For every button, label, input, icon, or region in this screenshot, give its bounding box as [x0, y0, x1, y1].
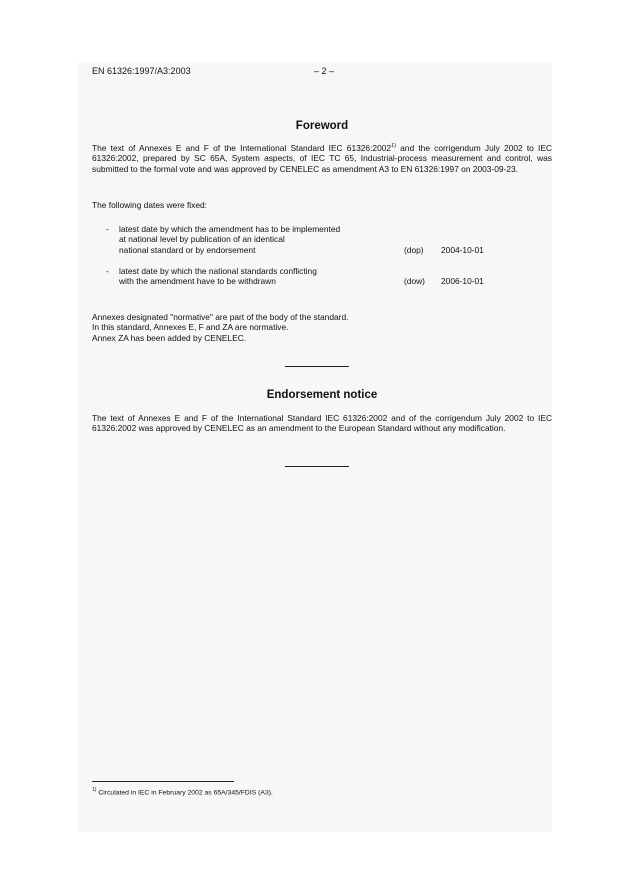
standard-reference: EN 61326:1997/A3:2003	[92, 66, 191, 76]
annex-note-line: Annexes designated "normative" are part of the body of the standard.	[92, 312, 349, 322]
page-number: – 2 –	[314, 66, 335, 76]
date-item-dop	[92, 224, 552, 266]
foreword-title: Foreword	[295, 120, 349, 132]
foreword-text-part2: and the corrigendum July 2002 to IEC 61326:2002, prepared by SC 65A, System aspects, of IEC TC 65, Industrial-process measurement and control, was submitted to the formal vote and was approved by CENELEC as amendment A3 to EN 61326:1997 on 2003-09-23.	[92, 143, 552, 174]
page-background	[78, 62, 552, 832]
annex-notes	[92, 312, 552, 343]
dates-intro: The following dates were fixed:	[92, 200, 207, 210]
section-separator	[285, 466, 349, 467]
date-item-dow	[92, 266, 552, 308]
dates-list	[92, 224, 552, 308]
list-dash: -	[106, 266, 109, 276]
date-description-line: at national level by publication of an identical	[119, 234, 285, 245]
footnote-reference: 1)	[391, 143, 396, 150]
annex-note-line: In this standard, Annexes E, F and ZA are normative.	[92, 322, 289, 333]
footnote-text: Circulated in IEC in February 2002 as 65A/345/FDIS (A3).	[98, 789, 273, 797]
footnote-marker: 1)	[92, 787, 97, 793]
date-description-line: national standard or by endorsement	[119, 244, 256, 255]
date-abbreviation: (dow)	[404, 276, 425, 287]
endorsement-title: Endorsement notice	[266, 389, 378, 401]
annex-note-line: Annex ZA has been added by CENELEC.	[92, 332, 247, 343]
footnote-rule	[92, 781, 234, 782]
date-abbreviation: (dop)	[404, 244, 424, 255]
date-description	[119, 224, 389, 255]
section-separator	[285, 366, 349, 367]
foreword-text-part1: The text of Annexes E and F of the International Standard IEC 61326:2002	[92, 143, 392, 153]
date-description-line: latest date by which the amendment has to be implemented	[119, 224, 341, 234]
date-description	[119, 266, 389, 287]
date-description-line: with the amendment have to be withdrawn	[119, 276, 276, 287]
list-dash: -	[106, 224, 109, 234]
endorsement-paragraph: The text of Annexes E and F of the International Standard IEC 61326:2002 and of the corrigendum July 2002 to IEC 61326:2002 was approved by CENELEC as an amendment to the European Standard without any modification.	[92, 413, 552, 434]
footnote	[92, 787, 273, 796]
date-value: 2006-10-01	[441, 276, 484, 287]
foreword-paragraph	[92, 143, 552, 174]
date-description-line: latest date by which the national standards conflicting	[119, 266, 317, 276]
date-value: 2004-10-01	[441, 244, 484, 255]
